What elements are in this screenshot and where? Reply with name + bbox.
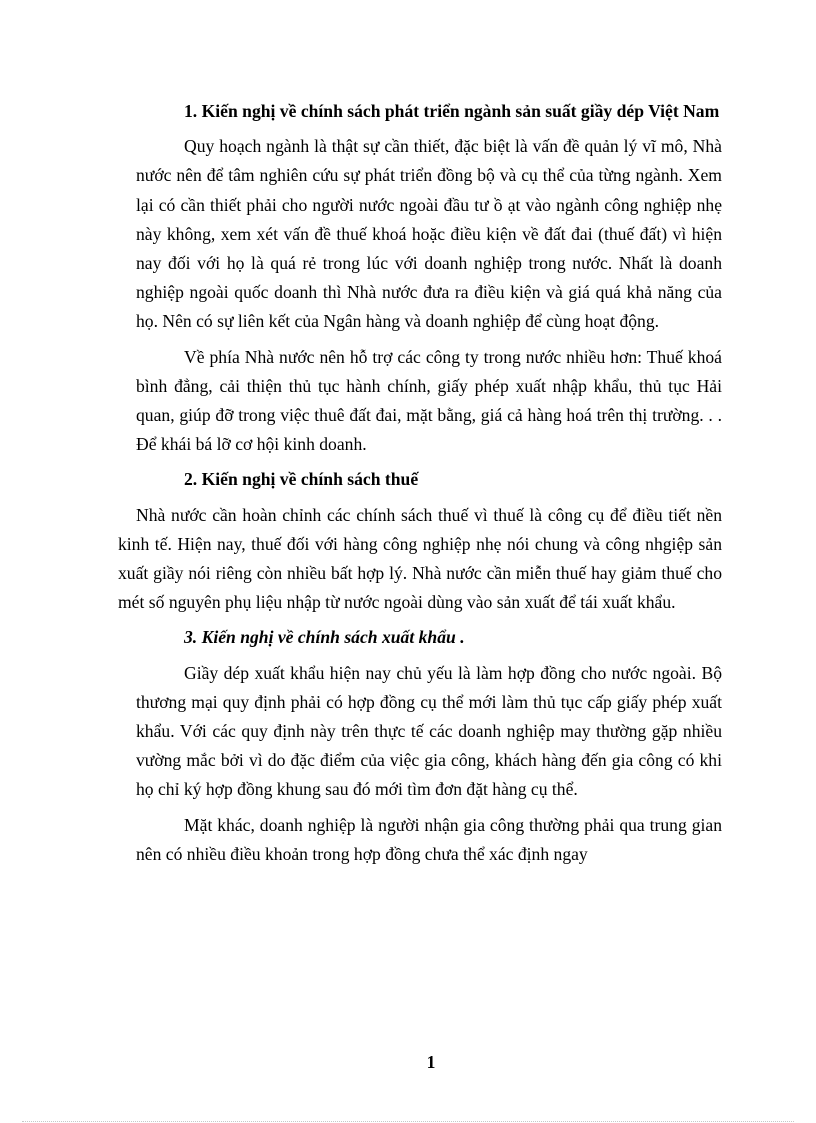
paragraph: Về phía Nhà nước nên hỗ trợ các công ty trong nước nhiều hơn: Thuế khoá bình đẳng, cải thiện thủ tục hành chính, giấy phép xuất nhập khẩu, thủ tục Hải quan, giúp đỡ trong việc thuê đất đai, mặt bằng, giá cả hàng hoá trên thị trường. . . Để khái bá lỡ cơ hội kinh doanh. <box>136 346 722 455</box>
section-heading-3: 3. Kiến nghị về chính sách xuất khẩu . <box>184 627 465 648</box>
section-heading-1: 1. Kiến nghị về chính sách phát triển ngành sản suất giầy dép Việt Nam <box>184 101 720 121</box>
paragraph: Giầy dép xuất khẩu hiện nay chủ yếu là làm hợp đồng cho nước ngoài. Bộ thương mại quy định phải có hợp đồng cụ thể mới làm thủ tục cấp giấy phép xuất khẩu. Với các quy định này trên thực tế các doanh nghiệp may thường gặp nhiều vường mắc bởi vì do đặc điểm của việc gia công, khách hàng đến gia công có khi họ chỉ ký hợp đồng khung sau đó mới tìm đơn đặt hàng cụ thể. <box>136 662 722 800</box>
paragraph: Mặt khác, doanh nghiệp là người nhận gia công thường phải qua trung gian nên có nhiều điều khoản trong hợp đồng chưa thể xác định ngay <box>136 814 722 864</box>
page-bottom-divider <box>22 1121 794 1122</box>
paragraph: Quy hoạch ngành là thật sự cần thiết, đặc biệt là vấn đề quản lý vĩ mô, Nhà nước nên để tâm nghiên cứu sự phát triển đồng bộ và cụ thể của từng ngành. Xem lại có cần thiết phải cho người nước ngoài đầu tư ồ ạt vào ngành công nghiệp nhẹ này không, xem xét vấn đề thuế khoá hoặc điều kiện về đất đai (thuế đất) vì hiện nay đối với họ là quá rẻ trong lúc với doanh nghiệp trong nước. Nhất là doanh nghiệp ngoài quốc doanh thì Nhà nước đưa ra điều kiện và giá quá khả năng của họ. Nên có sự liên kết của Ngân hàng và doanh nghiệp để cùng hoạt động. <box>136 136 722 332</box>
section-heading-2: 2. Kiến nghị về chính sách thuế <box>184 469 419 490</box>
document-body <box>118 97 722 875</box>
page-number: 1 <box>426 1052 436 1072</box>
paragraph: Nhà nước cần hoàn chỉnh các chính sách thuế vì thuế là công cụ để điều tiết nền kinh tế. Hiện nay, thuế đối với hàng công nghiệp nhẹ nói chung và công nhgiệp sản xuất giầy nói riêng còn nhiều bất hợp lý. Nhà nước cần miễn thuế hay giảm thuế cho mét số nguyên phụ liệu nhập từ nước ngoài dùng vào sản xuất để tái xuất khẩu. <box>118 504 722 613</box>
